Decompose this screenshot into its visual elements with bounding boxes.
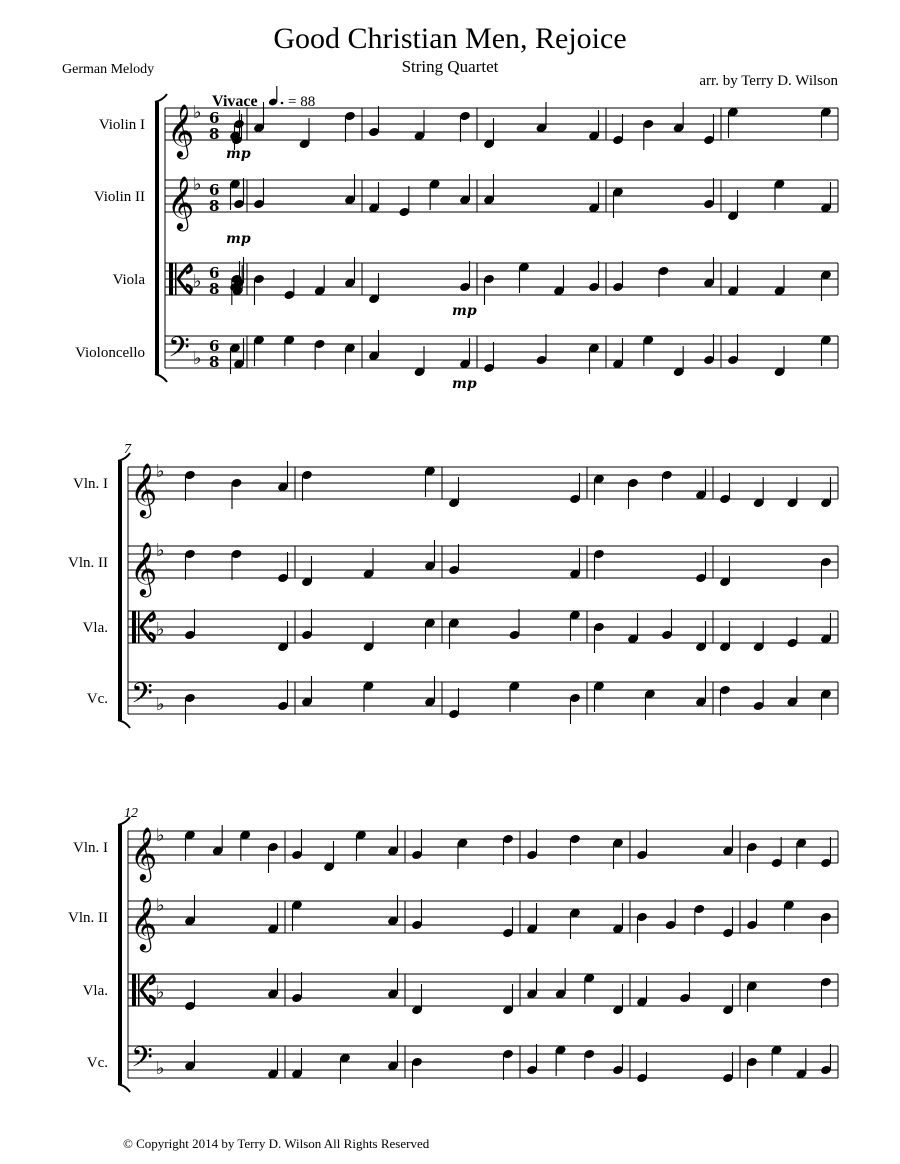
treble-clef-icon: 𝄞 xyxy=(130,896,158,950)
alto-clef-icon xyxy=(138,611,140,643)
dynamic-mp: mp xyxy=(226,231,251,247)
key-flat-icon: ♭ xyxy=(156,694,165,715)
instrument-label: Violoncello xyxy=(75,345,145,361)
key-flat-icon: ♭ xyxy=(156,619,165,640)
treble-clef-icon: 𝄞 xyxy=(130,541,158,595)
tempo-marking: Vivace xyxy=(212,93,258,110)
instrument-label: Vln. II xyxy=(68,910,108,926)
key-flat-icon: ♭ xyxy=(193,102,202,123)
key-flat-icon: ♭ xyxy=(156,982,165,1003)
dynamic-mp: mp xyxy=(452,376,477,392)
alto-clef-icon xyxy=(175,263,177,295)
time-signature-top: 6 xyxy=(209,181,220,199)
instrument-label: Vc. xyxy=(86,691,108,707)
instrument-label: Viola xyxy=(112,272,145,288)
system-bracket xyxy=(118,825,122,1084)
alto-clef-icon xyxy=(138,974,140,1006)
bass-clef-icon: 𝄢 xyxy=(168,331,190,371)
instrument-label: Vla. xyxy=(82,983,108,999)
instrument-label: Vln. II xyxy=(68,555,108,571)
alto-clef-icon xyxy=(132,611,136,643)
system-bracket xyxy=(155,102,159,374)
time-signature-bottom: 8 xyxy=(209,197,220,215)
instrument-label: Violin I xyxy=(98,117,145,133)
instrument-label: Vln. I xyxy=(73,476,108,492)
key-flat-icon: ♭ xyxy=(156,461,165,482)
alto-clef-icon xyxy=(169,263,173,295)
composer-credit: German Melody xyxy=(62,62,155,77)
tempo-note-dot xyxy=(281,102,284,105)
key-flat-icon: ♭ xyxy=(156,825,165,846)
tempo-value: = 88 xyxy=(288,94,316,110)
treble-clef-icon: 𝄞 xyxy=(167,175,195,229)
key-flat-icon: ♭ xyxy=(156,1058,165,1079)
bass-clef-icon: 𝄢 xyxy=(131,677,153,717)
key-flat-icon: ♭ xyxy=(193,348,202,369)
system-1 xyxy=(75,94,838,382)
bass-clef-icon: 𝄢 xyxy=(131,1041,153,1081)
time-signature-top: 6 xyxy=(209,337,220,355)
system-bracket xyxy=(118,461,122,720)
measure-number: 7 xyxy=(124,442,131,457)
bracket-bottom-hook xyxy=(118,1084,130,1092)
copyright-footer: © Copyright 2014 by Terry D. Wilson All Rights Reserved xyxy=(123,1136,430,1151)
dynamic-mp: mp xyxy=(226,146,251,162)
time-signature-bottom: 8 xyxy=(209,280,220,298)
instrument-label: Vc. xyxy=(86,1055,108,1071)
instrument-label: Vln. I xyxy=(73,840,108,856)
treble-clef-icon: 𝄞 xyxy=(130,462,158,516)
system-3 xyxy=(68,806,838,1092)
time-signature-bottom: 8 xyxy=(209,353,220,371)
treble-clef-icon: 𝄞 xyxy=(167,103,195,157)
bracket-bottom-hook xyxy=(155,374,167,382)
instrument-label: Vla. xyxy=(82,620,108,636)
key-flat-icon: ♭ xyxy=(156,895,165,916)
bracket-top-hook xyxy=(155,94,167,102)
treble-clef-icon: 𝄞 xyxy=(130,826,158,880)
time-signature-bottom: 8 xyxy=(209,125,220,143)
dynamic-mp: mp xyxy=(452,303,477,319)
time-signature-top: 6 xyxy=(209,264,220,282)
arranger-credit: arr. by Terry D. Wilson xyxy=(699,73,838,89)
time-signature-top: 6 xyxy=(209,109,220,127)
instrument-label: Violin II xyxy=(93,189,145,205)
alto-clef-icon xyxy=(132,974,136,1006)
page-title: Good Christian Men, Rejoice xyxy=(273,22,627,55)
page-subtitle: String Quartet xyxy=(401,57,499,76)
key-flat-icon: ♭ xyxy=(156,540,165,561)
measure-number: 12 xyxy=(124,806,138,821)
system-2 xyxy=(68,442,838,728)
key-flat-icon: ♭ xyxy=(193,271,202,292)
bracket-bottom-hook xyxy=(118,720,130,728)
key-flat-icon: ♭ xyxy=(193,174,202,195)
